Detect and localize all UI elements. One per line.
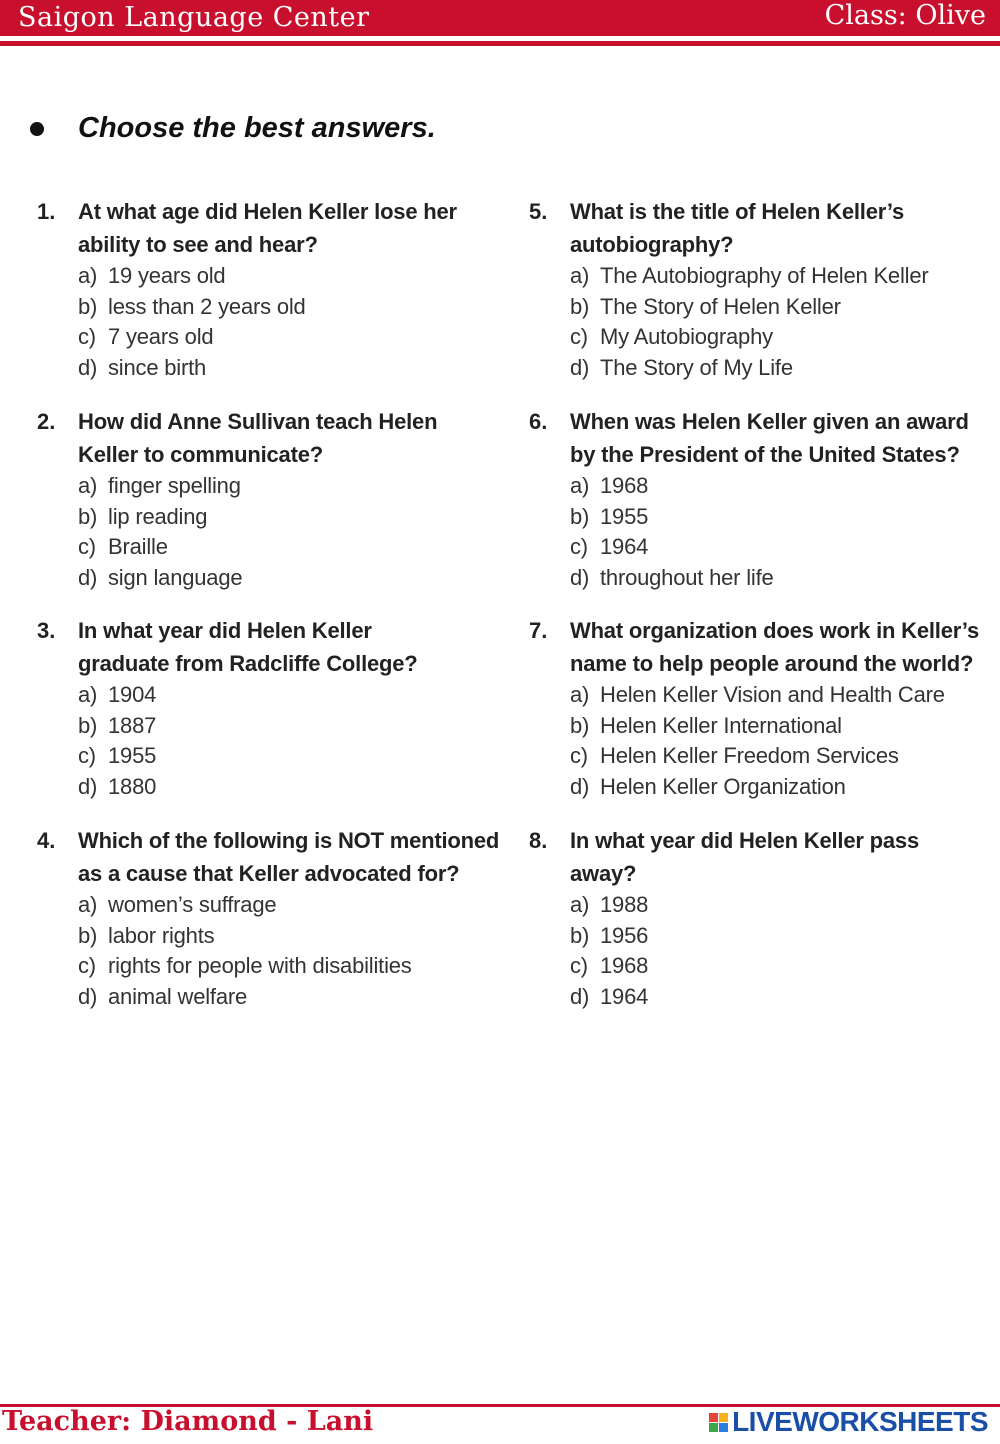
option-text: Braille <box>108 534 168 559</box>
option-text: 1968 <box>600 473 649 498</box>
option-letter: b) <box>570 293 590 319</box>
option-letter: d) <box>78 773 98 799</box>
brand-logo[interactable] <box>709 1406 988 1438</box>
option-letter: d) <box>570 354 590 380</box>
answer-option-c[interactable] <box>78 951 507 982</box>
option-letter: b) <box>78 293 98 319</box>
question-number: 3. <box>37 618 56 643</box>
option-letter: b) <box>78 712 98 738</box>
option-letter: c) <box>570 534 588 559</box>
answer-option-c[interactable] <box>78 532 467 563</box>
answer-options <box>78 471 467 593</box>
question-4 <box>37 824 507 1012</box>
option-text: 1955 <box>108 743 157 768</box>
option-text: less than 2 years old <box>108 293 306 319</box>
answer-options <box>78 261 467 383</box>
answer-option-a[interactable] <box>570 680 989 711</box>
option-text: The Autobiography of Helen Keller <box>600 263 929 288</box>
brand-text: LIVEWORKSHEETS <box>732 1406 988 1437</box>
option-letter: d) <box>570 564 590 590</box>
option-text: 1964 <box>600 534 649 559</box>
option-letter: d) <box>570 773 590 799</box>
option-letter: a) <box>78 473 98 498</box>
logo-square-green <box>709 1423 718 1432</box>
answer-option-a[interactable] <box>570 890 959 921</box>
option-text: 1956 <box>600 922 649 948</box>
option-letter: c) <box>78 953 96 978</box>
question-text: In what year did Helen Keller pass away? <box>570 828 919 886</box>
option-text: 1887 <box>108 712 157 738</box>
option-letter: d) <box>570 983 590 1009</box>
answer-option-a[interactable] <box>78 680 467 711</box>
question-text: At what age did Helen Keller lose her ability to see and hear? <box>78 199 457 257</box>
option-letter: c) <box>570 743 588 768</box>
header-band <box>0 0 1000 36</box>
answer-options <box>570 261 979 383</box>
school-name: Saigon Language Center <box>18 2 370 33</box>
answer-option-d[interactable] <box>570 982 959 1013</box>
question-3 <box>37 614 467 802</box>
answer-option-c[interactable] <box>570 322 979 353</box>
answer-options <box>570 471 979 593</box>
question-number: 7. <box>529 618 548 643</box>
option-text: Helen Keller Vision and Health Care <box>600 682 945 707</box>
option-letter: a) <box>570 682 590 707</box>
answer-option-a[interactable] <box>78 890 507 921</box>
answer-option-a[interactable] <box>78 471 467 502</box>
question-text: Which of the following is NOT mentioned as a cause that Keller advocated for? <box>78 828 500 886</box>
question-5 <box>529 195 979 383</box>
option-text: 1988 <box>600 892 649 917</box>
option-letter: a) <box>78 892 98 917</box>
question-text: What is the title of Helen Keller’s autobiography? <box>570 199 905 257</box>
answer-options <box>78 890 507 1012</box>
answer-options <box>570 680 989 802</box>
answer-option-b[interactable] <box>570 711 989 742</box>
option-letter: d) <box>78 564 98 590</box>
logo-square-yellow <box>719 1413 728 1422</box>
logo-square-red <box>709 1413 718 1422</box>
answer-option-b[interactable] <box>570 921 959 952</box>
option-text: 1955 <box>600 503 649 529</box>
answer-option-d[interactable] <box>570 772 989 803</box>
option-text: since birth <box>108 354 207 380</box>
answer-option-a[interactable] <box>570 471 979 502</box>
answer-option-c[interactable] <box>570 951 959 982</box>
answer-option-d[interactable] <box>78 772 467 803</box>
instruction <box>30 112 436 145</box>
question-number: 8. <box>529 828 548 853</box>
option-text: finger spelling <box>108 473 241 498</box>
answer-option-b[interactable] <box>78 292 467 323</box>
option-text: throughout her life <box>600 564 774 590</box>
class-label: Class: Olive <box>824 0 986 31</box>
answer-option-d[interactable] <box>570 563 979 594</box>
instruction-text: Choose the best answers. <box>78 112 436 144</box>
option-text: The Story of Helen Keller <box>600 293 841 319</box>
option-text: My Autobiography <box>600 324 773 349</box>
option-letter: c) <box>78 534 96 559</box>
answer-option-a[interactable] <box>78 261 467 292</box>
question-8 <box>529 824 959 1012</box>
bullet-icon <box>30 122 44 136</box>
answer-option-b[interactable] <box>78 711 467 742</box>
answer-option-b[interactable] <box>570 292 979 323</box>
answer-option-c[interactable] <box>570 741 989 772</box>
option-text: rights for people with disabilities <box>108 953 412 978</box>
answer-option-c[interactable] <box>78 741 467 772</box>
teacher-name: Teacher: Diamond - Lani <box>2 1406 374 1437</box>
option-letter: d) <box>78 354 98 380</box>
option-letter: a) <box>78 263 98 288</box>
option-text: Helen Keller Freedom Services <box>600 743 899 768</box>
answer-option-c[interactable] <box>570 532 979 563</box>
answer-option-b[interactable] <box>78 921 507 952</box>
question-number: 1. <box>37 199 56 224</box>
question-text: In what year did Helen Keller graduate from Radcliffe College? <box>78 618 418 676</box>
option-letter: b) <box>570 922 590 948</box>
option-letter: c) <box>78 324 96 349</box>
question-number: 4. <box>37 828 56 853</box>
option-letter: b) <box>570 503 590 529</box>
answer-option-b[interactable] <box>570 502 979 533</box>
option-letter: d) <box>78 983 98 1009</box>
option-text: women’s suffrage <box>108 892 277 917</box>
option-letter: a) <box>78 682 98 707</box>
answer-option-d[interactable] <box>78 563 467 594</box>
answer-option-b[interactable] <box>78 502 467 533</box>
answer-option-c[interactable] <box>78 322 467 353</box>
question-text: What organization does work in Keller’s name to help people around the world? <box>570 618 980 676</box>
option-letter: b) <box>570 712 590 738</box>
question-number: 2. <box>37 409 56 434</box>
question-2 <box>37 405 467 593</box>
option-letter: b) <box>78 503 98 529</box>
question-7 <box>529 614 989 802</box>
logo-square-blue <box>719 1423 728 1432</box>
question-number: 6. <box>529 409 548 434</box>
answer-option-a[interactable] <box>570 261 979 292</box>
answer-options <box>570 890 959 1012</box>
answer-option-d[interactable] <box>570 353 979 384</box>
option-letter: c) <box>570 324 588 349</box>
option-letter: c) <box>570 953 588 978</box>
question-1 <box>37 195 467 383</box>
option-text: Helen Keller International <box>600 712 842 738</box>
option-text: sign language <box>108 564 243 590</box>
question-6 <box>529 405 979 593</box>
answer-option-d[interactable] <box>78 353 467 384</box>
option-text: 19 years old <box>108 263 226 288</box>
question-number: 5. <box>529 199 548 224</box>
question-text: How did Anne Sullivan teach Helen Keller to communicate? <box>78 409 438 467</box>
option-text: lip reading <box>108 503 208 529</box>
option-text: Helen Keller Organization <box>600 773 846 799</box>
question-text: When was Helen Keller given an award by the President of the United States? <box>570 409 969 467</box>
liveworksheets-logo-icon <box>709 1413 728 1432</box>
option-text: 1904 <box>108 682 157 707</box>
option-text: The Story of My Life <box>600 354 793 380</box>
option-letter: a) <box>570 473 590 498</box>
header-divider <box>0 41 1000 46</box>
option-text: animal welfare <box>108 983 248 1009</box>
option-text: 1964 <box>600 983 649 1009</box>
option-letter: b) <box>78 922 98 948</box>
option-letter: c) <box>78 743 96 768</box>
answer-options <box>78 680 467 802</box>
option-text: 1880 <box>108 773 157 799</box>
answer-option-d[interactable] <box>78 982 507 1013</box>
option-letter: a) <box>570 263 590 288</box>
option-text: 1968 <box>600 953 649 978</box>
option-letter: a) <box>570 892 590 917</box>
option-text: 7 years old <box>108 324 214 349</box>
option-text: labor rights <box>108 922 215 948</box>
